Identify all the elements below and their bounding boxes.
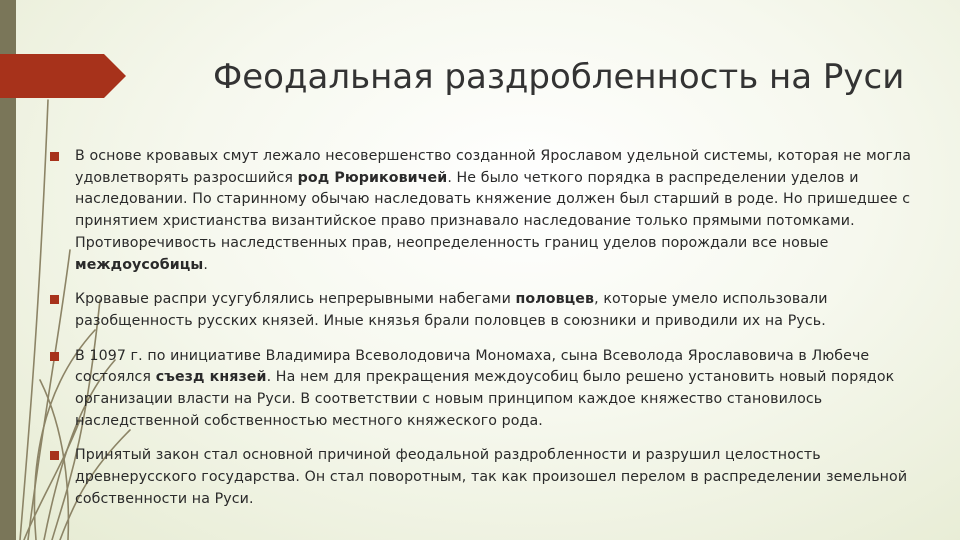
square-bullet-icon xyxy=(50,295,59,304)
bullet-text: . На нем для прекращения междоусобиц было решено установить новый порядок организации власти на Руси. В соответствии с новым принципом каждое княжество становилось наследственной собственностью местного княжеского рода. xyxy=(75,369,895,429)
bullet-item xyxy=(48,346,928,433)
bullet-text: Принятый закон стал основной причиной феодальной раздробленности и разрушил целостность древнерусского государства. Он стал поворотным, так как произошел перелом в распределении земельной собственности на Руси. xyxy=(75,447,908,507)
square-bullet-icon xyxy=(50,352,59,361)
title-accent-arrow xyxy=(0,54,126,98)
bullet-text: . Не было четкого порядка в распределении уделов и наследовании. По старинному обычаю наследовать княжение должен был старший в роде. Но пришедшее с принятием христианства византийское право признавало наследование только прямыми потомками. Противоречивость наследственных прав, неопределенность границ уделов порождали все новые xyxy=(75,169,911,251)
bullet-text: , которые умело использовали разобщенность русских князей. Иные князья брали половцев в союзники и приводили их на Русь. xyxy=(75,291,828,329)
bullet-text: В основе кровавых смут лежало несовершенство созданной Ярославом удельной системы, которая не могла удовлетворять разросшийся xyxy=(75,148,912,186)
slide-title: Феодальная раздробленность на Руси xyxy=(213,57,905,97)
square-bullet-icon xyxy=(50,152,59,161)
bullet-bold-text: половцев xyxy=(515,291,595,308)
bullet-bold-text: междоусобицы xyxy=(75,256,204,273)
bullet-text: . xyxy=(203,256,208,273)
bullet-list xyxy=(48,146,928,524)
bullet-text: Кровавые распри усугублялись непрерывными набегами xyxy=(75,291,516,308)
bullet-item xyxy=(48,289,928,332)
bullet-item xyxy=(48,146,928,276)
bullet-text: В 1097 г. по инициативе Владимира Всеволодовича Мономаха, сына Всеволода Ярославовича в Любече состоялся xyxy=(75,347,870,386)
bullet-item xyxy=(48,445,928,510)
bullet-bold-text: съезд князей xyxy=(155,369,267,386)
square-bullet-icon xyxy=(50,451,59,460)
bullet-bold-text: род Рюриковичей xyxy=(297,169,448,186)
